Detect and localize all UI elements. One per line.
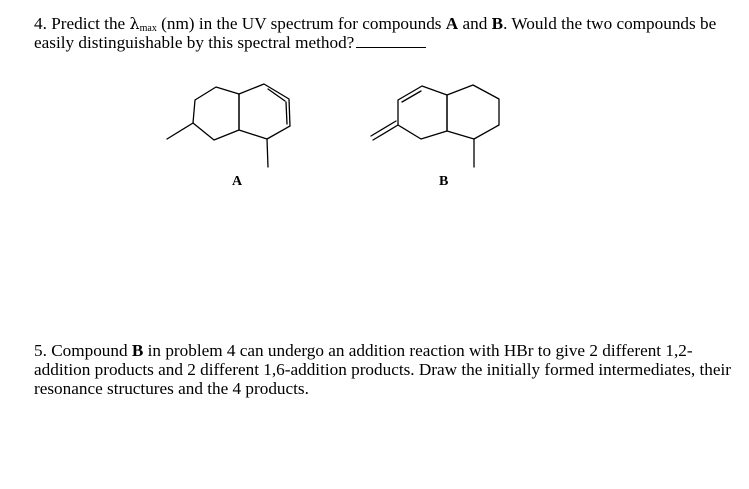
question-4-text-b: (nm) in the UV spectrum for compounds: [156, 14, 446, 33]
question-5-text-a: Compound: [46, 341, 132, 360]
compound-a-ref: A: [445, 14, 459, 33]
structure-a-right-ring: [239, 84, 290, 139]
structure-b: [371, 85, 499, 167]
question-5-compound-b: B: [131, 341, 144, 360]
structure-a: [167, 84, 290, 167]
question-4-text-c: . Would the two compounds be easily distinguishable by this spectral method?: [34, 14, 717, 52]
structure-a-label: A: [232, 174, 243, 189]
question-4-number: 4.: [34, 14, 47, 33]
structure-a-methyl-bottom: [267, 139, 268, 167]
question-5: [34, 341, 734, 398]
structure-a-methyl-left: [167, 123, 193, 139]
question-5-text-b: in problem 4 can undergo an addition reaction with HBr to give 2 different 1,2-addition products and 2 different 1,6-addition products. Draw the initially formed intermediates, their resonance structures and the 4 products.: [34, 341, 732, 398]
structure-b-right-ring: [447, 85, 499, 139]
structure-a-double-bond-2: [286, 102, 287, 124]
question-4-text-a: Predict the: [51, 14, 130, 33]
question-4-and: and: [458, 14, 492, 33]
compound-b-ref: B: [491, 14, 504, 33]
lambda-subscript: max: [139, 23, 157, 34]
structure-b-label: B: [439, 174, 449, 189]
structure-a-left-ring: [193, 87, 239, 140]
question-5-number: 5.: [34, 341, 47, 360]
structure-b-left-ring: [398, 86, 447, 139]
lambda-symbol: λ: [129, 14, 140, 33]
